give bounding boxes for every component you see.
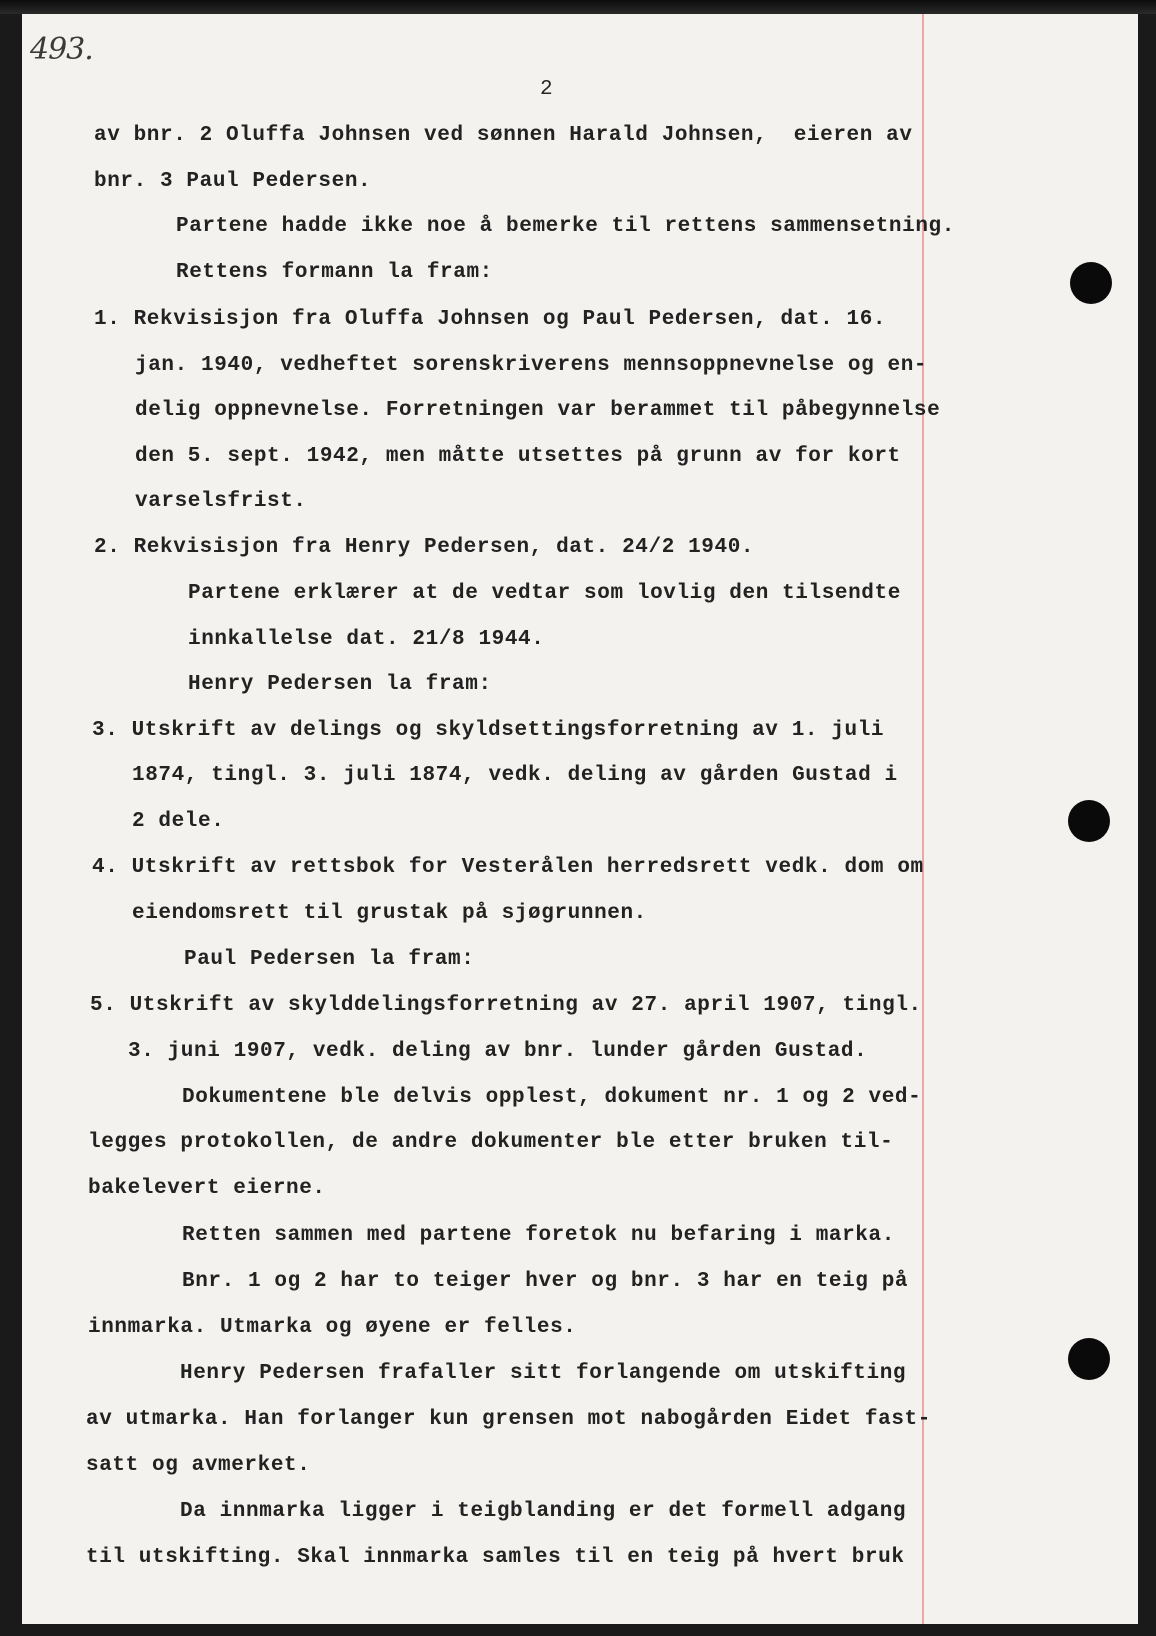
text-line: 3. juni 1907, vedk. deling av bnr. lunder gården Gustad.	[128, 1040, 868, 1063]
text-line: Bnr. 1 og 2 har to teiger hver og bnr. 3 har en teig på	[182, 1270, 909, 1293]
margin-rule	[922, 14, 924, 1624]
text-line: 2 dele.	[132, 810, 225, 833]
text-line: jan. 1940, vedheftet sorenskriverens mennsoppnevnelse og en-	[135, 354, 928, 377]
folio-note: 493.	[30, 32, 93, 67]
text-line: den 5. sept. 1942, men måtte utsettes på grunn av for kort	[135, 445, 901, 468]
text-line: Partene hadde ikke noe å bemerke til rettens sammensetning.	[176, 215, 955, 238]
punch-hole-middle	[1068, 800, 1110, 842]
text-line: 1. Rekvisisjon fra Oluffa Johnsen og Paul Pedersen, dat. 16.	[94, 308, 887, 331]
text-line: bakelevert eierne.	[88, 1177, 326, 1200]
text-line: bnr. 3 Paul Pedersen.	[94, 170, 372, 193]
text-line: 1874, tingl. 3. juli 1874, vedk. deling av gården Gustad i	[132, 764, 898, 787]
text-line: Dokumentene ble delvis opplest, dokument nr. 1 og 2 ved-	[182, 1086, 922, 1109]
text-line: Henry Pedersen frafaller sitt forlangende om utskifting	[180, 1362, 907, 1385]
text-line: satt og avmerket.	[86, 1454, 311, 1477]
text-line: innmarka. Utmarka og øyene er felles.	[88, 1316, 577, 1339]
text-line: eiendomsrett til grustak på sjøgrunnen.	[132, 902, 647, 925]
text-line: 5. Utskrift av skylddelingsforretning av 27. april 1907, tingl.	[90, 994, 922, 1017]
scan-top-edge	[0, 0, 1156, 14]
text-line: 3. Utskrift av delings og skyldsettingsforretning av 1. juli	[92, 719, 885, 742]
text-line: legges protokollen, de andre dokumenter ble etter bruken til-	[88, 1131, 894, 1154]
text-line: 2. Rekvisisjon fra Henry Pedersen, dat. 24/2 1940.	[94, 536, 755, 559]
text-line: 4. Utskrift av rettsbok for Vesterålen herredsrett vedk. dom om	[92, 856, 924, 879]
page-number: 2	[540, 78, 553, 101]
text-line: Retten sammen med partene foretok nu befaring i marka.	[182, 1224, 895, 1247]
text-line: varselsfrist.	[135, 490, 307, 513]
text-line: Rettens formann la fram:	[176, 261, 493, 284]
text-line: Da innmarka ligger i teigblanding er det formell adgang	[180, 1500, 907, 1523]
text-line: innkallelse dat. 21/8 1944.	[188, 628, 545, 651]
punch-hole-top	[1070, 262, 1112, 304]
text-line: Henry Pedersen la fram:	[188, 673, 492, 696]
punch-hole-bottom	[1068, 1338, 1110, 1380]
text-line: av bnr. 2 Oluffa Johnsen ved sønnen Harald Johnsen, eieren av	[94, 124, 913, 147]
text-line: Partene erklærer at de vedtar som lovlig den tilsendte	[188, 582, 901, 605]
text-line: av utmarka. Han forlanger kun grensen mot nabogården Eidet fast-	[86, 1408, 931, 1431]
text-line: til utskifting. Skal innmarka samles til en teig på hvert bruk	[86, 1546, 905, 1569]
text-line: delig oppnevnelse. Forretningen var berammet til påbegynnelse	[135, 399, 941, 422]
text-line: Paul Pedersen la fram:	[184, 948, 475, 971]
